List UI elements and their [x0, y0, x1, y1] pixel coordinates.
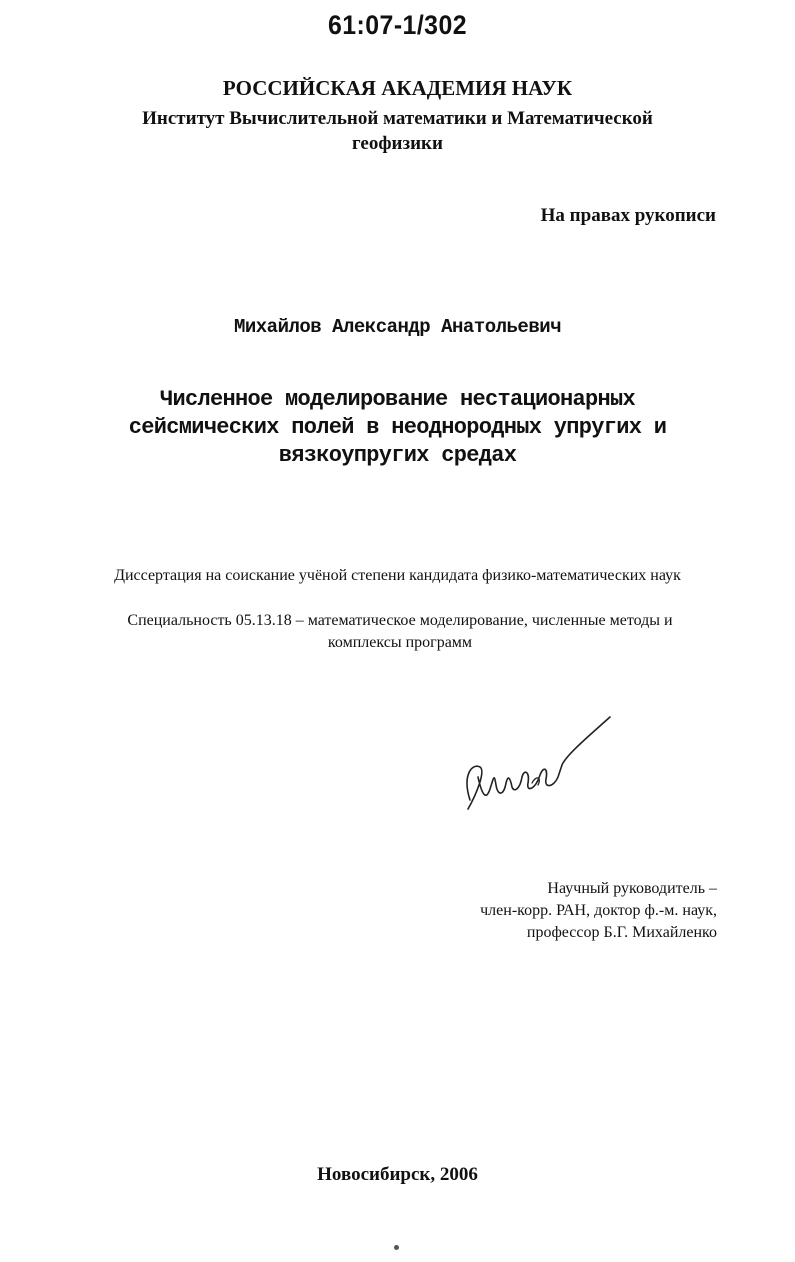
scan-speck	[394, 1245, 399, 1250]
supervisor-line-2: член-корр. РАН, доктор ф.-м. наук,	[480, 902, 717, 919]
supervisor-block	[480, 878, 717, 944]
rights-notice: На правах рукописи	[540, 205, 716, 226]
degree-statement: Диссертация на соискание учёной степени кандидата физико-математических наук	[114, 567, 681, 584]
author-name: Михайлов Александр Анатольевич	[233, 316, 562, 338]
institute-name: Институт Вычислительной математики и Математической геофизики	[142, 108, 653, 154]
specialty-statement: Специальность 05.13.18 – математическое моделирование, численные методы и комплексы программ	[127, 612, 673, 651]
supervisor-line-3: профессор Б.Г. Михайленко	[526, 924, 717, 941]
archive-number: 61:07-1/302	[327, 10, 468, 40]
supervisor-line-1: Научный руководитель –	[547, 880, 717, 897]
academy-name: РОССИЙСКАЯ АКАДЕМИЯ НАУК	[222, 76, 573, 100]
signature-image	[450, 705, 620, 825]
dissertation-title: Численное моделирование нестационарных сейсмических полей в неоднородных упругих и вязкоупругих средах	[128, 387, 667, 468]
city-year: Новосибирск, 2006	[317, 1164, 478, 1185]
